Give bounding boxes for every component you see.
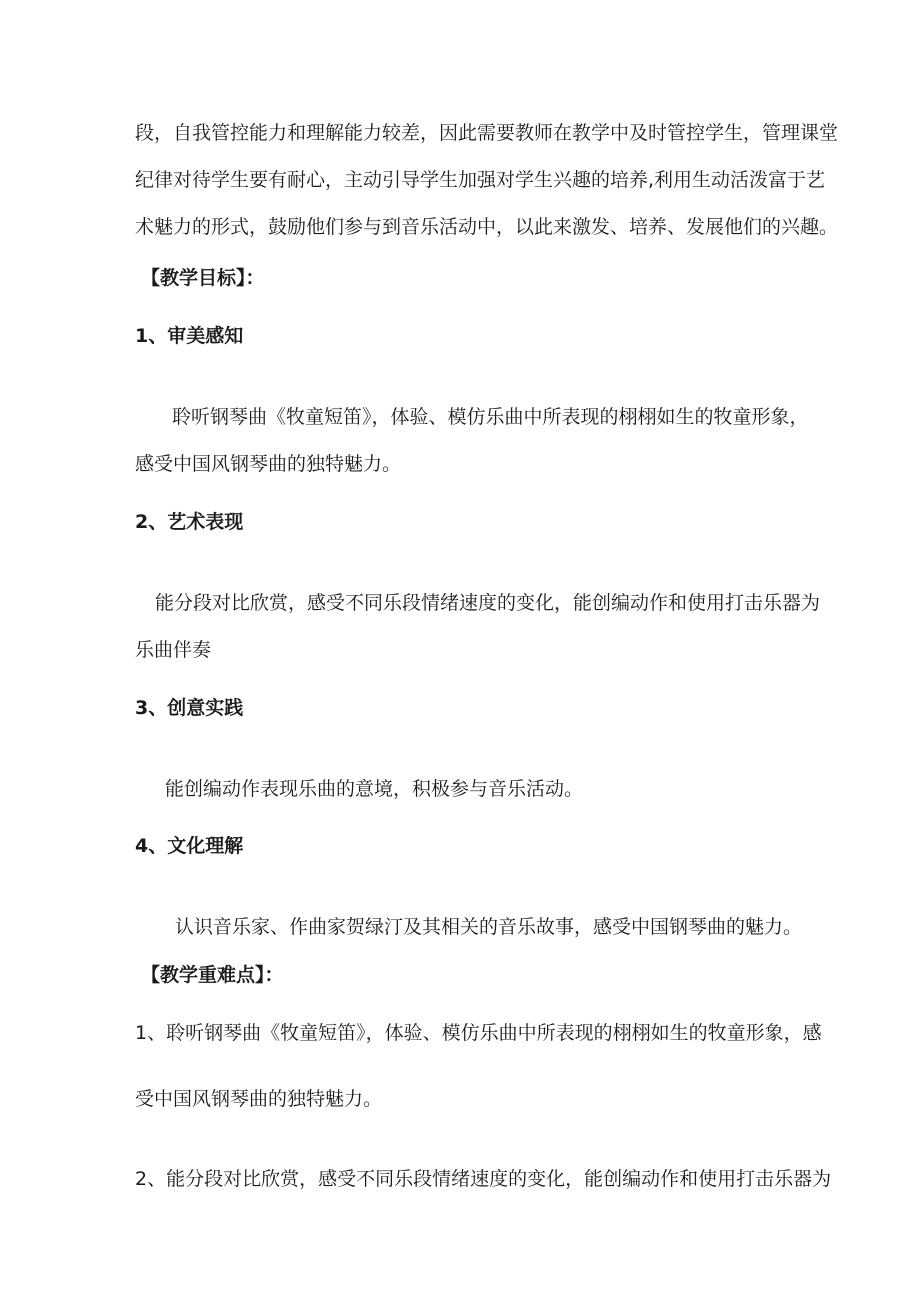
subheading-cultural-understanding: 4、文化理解 bbox=[135, 835, 244, 857]
section-heading-teaching-goals: 【教学目标】： bbox=[141, 267, 265, 289]
subheading-creative-practice: 3、创意实践 bbox=[135, 697, 244, 719]
paragraph-line: 纪律对待学生要有耐心，主动引导学生加强对学生兴趣的培养,利用生动活泼富于艺 bbox=[135, 169, 826, 191]
paragraph-line: 感受中国风钢琴曲的独特魅力。 bbox=[135, 453, 402, 475]
subheading-aesthetic-perception: 1、审美感知 bbox=[135, 325, 244, 347]
subheading-artistic-expression: 2、艺术表现 bbox=[135, 511, 244, 533]
section-heading-key-difficulties: 【教学重难点】： bbox=[141, 964, 284, 986]
paragraph-line: 2、能分段对比欣赏，感受不同乐段情绪速度的变化，能创编动作和使用打击乐器为 bbox=[135, 1168, 832, 1190]
paragraph-line: 能创编动作表现乐曲的意境，积极参与音乐活动。 bbox=[165, 778, 584, 800]
paragraph-line: 能分段对比欣赏，感受不同乐段情绪速度的变化，能创编动作和使用打击乐器为 bbox=[155, 592, 821, 614]
paragraph-line: 乐曲伴奏 bbox=[135, 639, 212, 661]
paragraph-line: 1、聆听钢琴曲《牧童短笛》，体验、模仿乐曲中所表现的栩栩如生的牧童形象，感 bbox=[135, 1022, 822, 1044]
paragraph-line: 认识音乐家、作曲家贺绿汀及其相关的音乐故事，感受中国钢琴曲的魅力。 bbox=[175, 916, 803, 938]
paragraph-line: 聆听钢琴曲《牧童短笛》，体验、模仿乐曲中所表现的栩栩如生的牧童形象， bbox=[172, 406, 809, 428]
paragraph-line: 段，自我管控能力和理解能力较差，因此需要教师在教学中及时管控学生，管理课堂 bbox=[135, 122, 839, 144]
paragraph-line: 术魅力的形式，鼓励他们参与到音乐活动中，以此来激发、培养、发展他们的兴趣。 bbox=[135, 216, 839, 238]
paragraph-line: 受中国风钢琴曲的独特魅力。 bbox=[135, 1088, 383, 1110]
